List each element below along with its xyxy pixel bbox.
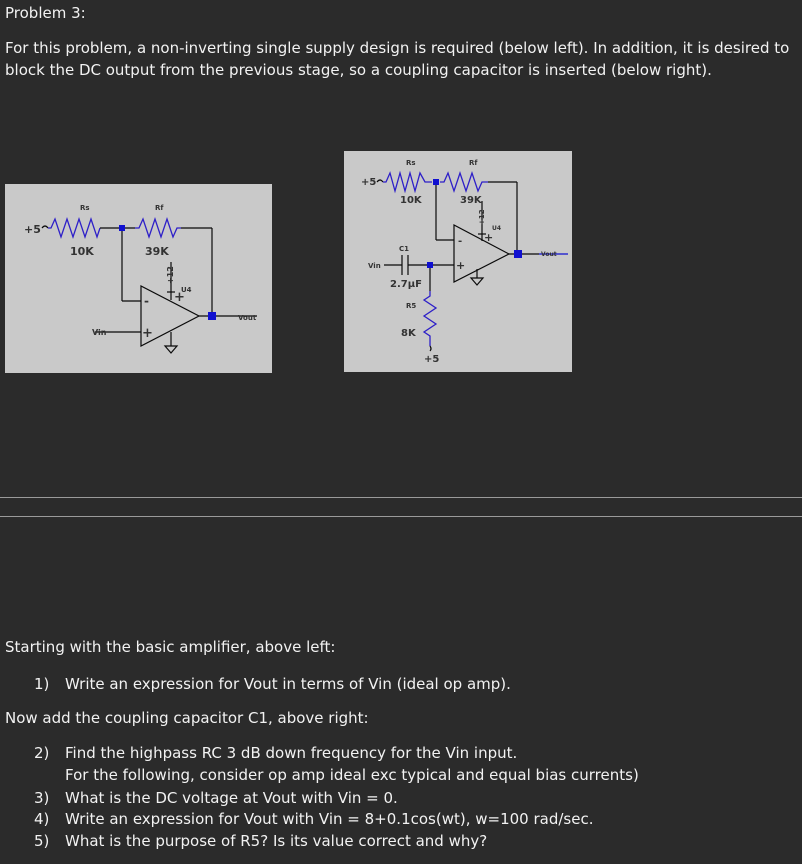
left-rf-name: Rf [155, 204, 164, 212]
left-plus-sign: + [142, 326, 153, 341]
right-output-label: Vout [541, 251, 557, 258]
divider-line-bottom [0, 516, 802, 517]
left-supply-label: +5 [24, 223, 41, 236]
right-r5-name: R5 [406, 302, 417, 310]
part-b-intro: Now add the coupling capacitor C1, above right: [5, 709, 369, 727]
right-opamp-name: U4 [492, 225, 502, 232]
left-circuit-figure [5, 184, 272, 373]
question-4-text: Write an expression for Vout with Vin = 8+0.1cos(wt), w=100 rad/sec. [65, 810, 594, 828]
question-1-number: 1) [34, 675, 50, 693]
problem-intro: For this problem, a non-inverting single supply design is required (below left). In addition, it is desired to block the DC output from the previous stage, so a coupling capacitor is inserted (below right). [5, 39, 790, 79]
right-plus-sign: + [456, 259, 466, 272]
question-2-number: 2) [34, 744, 50, 762]
problem-title: Problem 3: [5, 4, 86, 22]
divider-line-top [0, 497, 802, 498]
left-supply-pin: +12 [166, 266, 175, 284]
question-3-number: 3) [34, 789, 50, 807]
left-input-label: Vin [92, 328, 107, 337]
left-rf-value: 39K [145, 245, 169, 258]
right-pin-plus-sign: + [484, 231, 494, 244]
left-opamp-name: U4 [181, 286, 192, 294]
question-5-number: 5) [34, 832, 50, 850]
right-minus-sign: - [458, 236, 463, 247]
question-2-text: Find the highpass RC 3 dB down frequency for the Vin input. [65, 744, 518, 762]
right-rs-name: Rs [406, 159, 416, 167]
question-4-number: 4) [34, 810, 50, 828]
question-5-text: What is the purpose of R5? Is its value correct and why? [65, 832, 488, 850]
question-1-text: Write an expression for Vout in terms of Vin (ideal op amp). [65, 675, 511, 693]
left-rs-name: Rs [80, 204, 90, 212]
right-supply-pin: +12 [478, 209, 486, 225]
right-rf-value: 39K [460, 195, 482, 206]
right-r5-value: 8K [401, 328, 416, 339]
part-a-intro: Starting with the basic amplifier, above left: [5, 638, 336, 656]
left-circuit-schematic [5, 184, 272, 373]
right-circuit-schematic [344, 151, 572, 372]
right-cap-value: 2.7µF [390, 279, 422, 290]
left-pin-plus-sign: + [174, 290, 185, 305]
left-minus-sign: - [144, 294, 149, 308]
right-rf-name: Rf [469, 159, 478, 167]
right-rs-value: 10K [400, 195, 422, 206]
right-circuit-figure [344, 151, 572, 372]
right-bias-supply: +5 [424, 354, 440, 365]
left-rs-value: 10K [70, 245, 94, 258]
left-output-label: Vout [238, 314, 257, 322]
right-supply-label: +5 [361, 177, 377, 188]
right-input-label: Vin [368, 262, 381, 270]
right-cap-name: C1 [399, 245, 410, 253]
question-3-text: What is the DC voltage at Vout with Vin = 0. [65, 789, 398, 807]
question-2-note: For the following, consider op amp ideal exc typical and equal bias currents) [65, 766, 639, 784]
